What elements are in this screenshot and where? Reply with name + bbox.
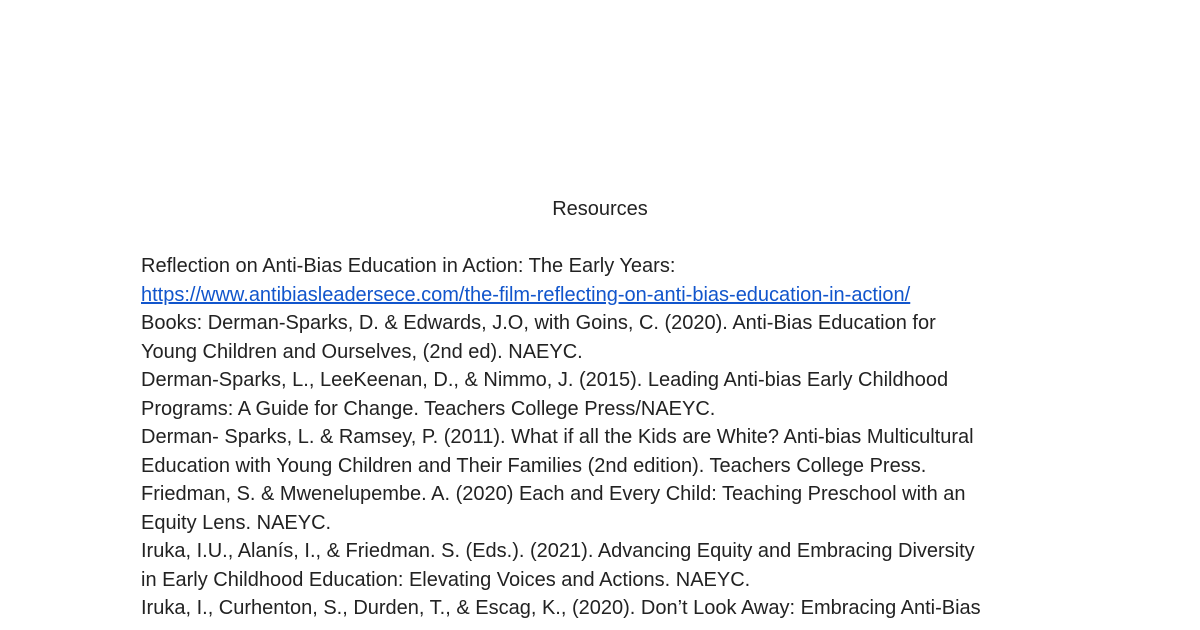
resource-line: Iruka, I., Curhenton, S., Durden, T., & Escag, K., (2020). Don’t Look Away: Embracing Anti-Bias [141, 597, 981, 619]
film-link[interactable]: https://www.antibiasleadersece.com/the-film-reflecting-on-anti-bias-education-in-action/ [141, 283, 911, 306]
page-title: Resources [552, 198, 648, 220]
resource-line: Books: Derman-Sparks, D. & Edwards, J.O, with Goins, C. (2020). Anti-Bias Education for [141, 312, 936, 334]
resource-line: Iruka, I.U., Alanís, I., & Friedman. S. (Eds.). (2021). Advancing Equity and Embracing Diversity [141, 540, 975, 562]
resource-line: Education with Young Children and Their Families (2nd edition). Teachers College Press. [141, 454, 927, 477]
resource-line: Young Children and Ourselves, (2nd ed). NAEYC. [141, 340, 583, 363]
resource-line: Programs: A Guide for Change. Teachers College Press/NAEYC. [141, 397, 716, 420]
resource-line: Derman-Sparks, L., LeeKeenan, D., & Nimmo, J. (2015). Leading Anti-bias Early Childhood [141, 369, 949, 391]
resource-line: Derman- Sparks, L. & Ramsey, P. (2011). What if all the Kids are White? Anti-bias Multicultural [141, 426, 974, 448]
resource-line: Friedman, S. & Mwenelupembe. A. (2020) Each and Every Child: Teaching Preschool with an [141, 483, 966, 505]
resources-list [141, 252, 1061, 623]
resource-line: in Early Childhood Education: Elevating Voices and Actions. NAEYC. [141, 568, 751, 591]
resource-line: Equity Lens. NAEYC. [141, 511, 332, 534]
resource-line: Reflection on Anti-Bias Education in Action: The Early Years: [141, 255, 676, 277]
